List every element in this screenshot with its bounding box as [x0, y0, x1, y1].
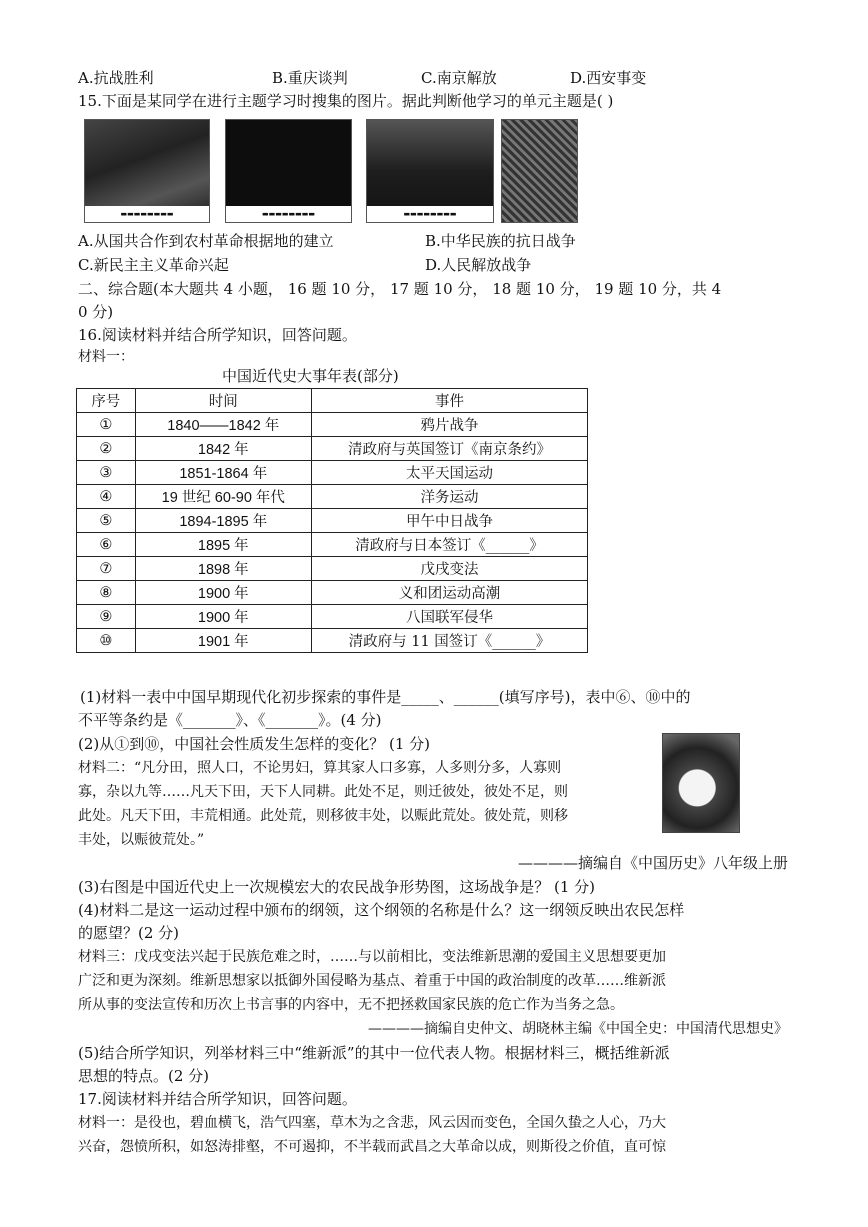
- taiping-map-image: [662, 733, 740, 833]
- q16-material1-label: 材料一：: [78, 349, 134, 365]
- q16-material3: 材料三：戊戌变法兴起于民族危难之时，……与以前相比，变法维新思潮的爱国主义思想要更加: [78, 949, 666, 965]
- section2-heading: 二、综合题(本大题共 4 小题， 16 题 10 分， 17 题 10 分， 18 题 10 分， 19 题 10 分，共 4: [78, 280, 722, 298]
- q15-option-b: B.中华民族的抗日战争: [425, 232, 576, 250]
- cell-time: 1842 年: [135, 437, 311, 461]
- cell-time: 1840——1842 年: [135, 413, 311, 437]
- cell-index: ②: [77, 437, 136, 461]
- q16-material2: 材料二：“凡分田，照人口，不论男妇，算其家人口多寡，人多则分多，人寡则: [78, 760, 562, 776]
- q17-stem: 17.阅读材料并结合所学知识，回答问题。: [78, 1090, 357, 1108]
- q16-sub4-cont: 的愿望？(2 分): [78, 924, 180, 942]
- cell-time: 1900 年: [135, 605, 311, 629]
- photo-caption-1: ▬▬▬▬▬▬▬▬: [85, 206, 209, 222]
- q16-material3-source: ————摘编自史仲文、胡晓林主编《中国全史：中国清代思想史》: [368, 1021, 788, 1037]
- q14-option-a: A.抗战胜利: [78, 69, 154, 87]
- cell-index: ③: [77, 461, 136, 485]
- cell-event: 戊戌变法: [311, 557, 587, 581]
- q15-photo-2: [225, 119, 352, 223]
- cell-event: 甲午中日战争: [311, 509, 587, 533]
- cell-index: ⑥: [77, 533, 136, 557]
- table-row: [77, 485, 588, 509]
- section2-heading-cont: 0 分): [78, 303, 114, 321]
- q17-material1-l2: 兴奋，怨愤所积，如怒涛排壑，不可遏抑，不半载而武昌之大革命以成，则斯役之价值，直可惊: [78, 1139, 666, 1155]
- q15-option-c: C.新民主主义革命兴起: [78, 256, 229, 274]
- photo-caption-2: ▬▬▬▬▬▬▬▬: [226, 206, 351, 222]
- q15-stem: 15.下面是某同学在进行主题学习时搜集的图片。据此判断他学习的单元主题是( ): [78, 92, 614, 110]
- cell-time: 1898 年: [135, 557, 311, 581]
- header-event: 事件: [311, 389, 587, 413]
- table-row: [77, 509, 588, 533]
- cell-event: 八国联军侵华: [311, 605, 587, 629]
- q16-sub3: (3)右图是中国近代史上一次规模宏大的农民战争形势图，这场战争是？ (1 分): [78, 878, 596, 896]
- cell-time: 1894-1895 年: [135, 509, 311, 533]
- cell-time: 1900 年: [135, 581, 311, 605]
- table-row: [77, 437, 588, 461]
- q16-material2-l2: 寡，杂以九等……凡天下田，天下人同耕。此处不足，则迁彼处，彼处不足，则: [78, 784, 568, 800]
- q16-material2-l4: 丰处，以赈彼荒处。”: [78, 832, 205, 848]
- cell-index: ⑨: [77, 605, 136, 629]
- q15-photo-3: [366, 119, 494, 223]
- cell-index: ⑧: [77, 581, 136, 605]
- q14-option-b: B.重庆谈判: [272, 69, 348, 87]
- cell-event: 清政府与 11 国签订《______》: [311, 629, 587, 653]
- cell-index: ⑤: [77, 509, 136, 533]
- q15-photo-4: [501, 119, 578, 223]
- cell-event: 清政府与英国签订《南京条约》: [311, 437, 587, 461]
- cell-event: 太平天国运动: [311, 461, 587, 485]
- cell-index: ①: [77, 413, 136, 437]
- chronology-table: [76, 388, 588, 653]
- table-row: [77, 605, 588, 629]
- cell-event: 鸦片战争: [311, 413, 587, 437]
- q15-photo-1: [84, 119, 210, 223]
- q15-option-a: A.从国共合作到农村革命根据地的建立: [78, 232, 334, 250]
- photo-caption-3: ▬▬▬▬▬▬▬▬: [367, 206, 493, 222]
- table-row: [77, 413, 588, 437]
- table-header-row: [77, 389, 588, 413]
- q17-material1: 材料一：是役也，碧血横飞，浩气四塞，草木为之含悲，风云因而变色，全国久蛰之人心，乃大: [78, 1115, 666, 1131]
- table-row: [77, 557, 588, 581]
- cell-index: ⑦: [77, 557, 136, 581]
- cell-time: 1901 年: [135, 629, 311, 653]
- cell-event: 洋务运动: [311, 485, 587, 509]
- q16-sub4: (4)材料二是这一运动过程中颁布的纲领，这个纲领的名称是什么？这一纲领反映出农民怎样: [78, 901, 685, 919]
- q16-material2-source: ————摘编自《中国历史》八年级上册: [517, 854, 788, 872]
- q16-material3-l2: 广泛和更为深刻。维新思想家以抵御外国侵略为基点、着重于中国的政治制度的改革……维新派: [78, 973, 666, 989]
- table-row: [77, 629, 588, 653]
- q14-option-d: D.西安事变: [570, 69, 647, 87]
- cell-event: 清政府与日本签订《______》: [311, 533, 587, 557]
- cell-event: 义和团运动高潮: [311, 581, 587, 605]
- table-caption: 中国近代史大事年表(部分): [222, 367, 399, 385]
- cell-index: ⑩: [77, 629, 136, 653]
- q16-material2-l3: 此处。凡天下田，丰荒相通。此处荒，则移彼丰处，以赈此荒处。彼处荒，则移: [78, 808, 568, 824]
- q15-option-d: D.人民解放战争: [425, 256, 532, 274]
- table-row: [77, 461, 588, 485]
- table-row: [77, 533, 588, 557]
- q16-sub1: (1)材料一表中中国早期现代化初步探索的事件是_____、______(填写序号)，表中⑥、⑩中的: [80, 688, 691, 706]
- cell-time: 1895 年: [135, 533, 311, 557]
- cell-time: 19 世纪 60-90 年代: [135, 485, 311, 509]
- header-time: 时间: [135, 389, 311, 413]
- q16-stem: 16.阅读材料并结合所学知识，回答问题。: [78, 326, 357, 344]
- table-row: [77, 581, 588, 605]
- cell-index: ④: [77, 485, 136, 509]
- q16-material3-l3: 所从事的变法宣传和历次上书言事的内容中，无不把拯救国家民族的危亡作为当务之急。: [78, 997, 624, 1013]
- q16-sub5-cont: 思想的特点。(2 分): [78, 1067, 210, 1085]
- q16-sub2: (2)从①到⑩，中国社会性质发生怎样的变化？ (1 分): [78, 735, 431, 753]
- q16-sub1-cont: 不平等条约是《_______》、《_______》。(4 分): [78, 711, 382, 729]
- q14-option-c: C.南京解放: [421, 69, 497, 87]
- cell-time: 1851-1864 年: [135, 461, 311, 485]
- q16-sub5: (5)结合所学知识，列举材料三中“维新派”的其中一位代表人物。根据材料三，概括维新派: [78, 1044, 670, 1062]
- header-index: 序号: [77, 389, 136, 413]
